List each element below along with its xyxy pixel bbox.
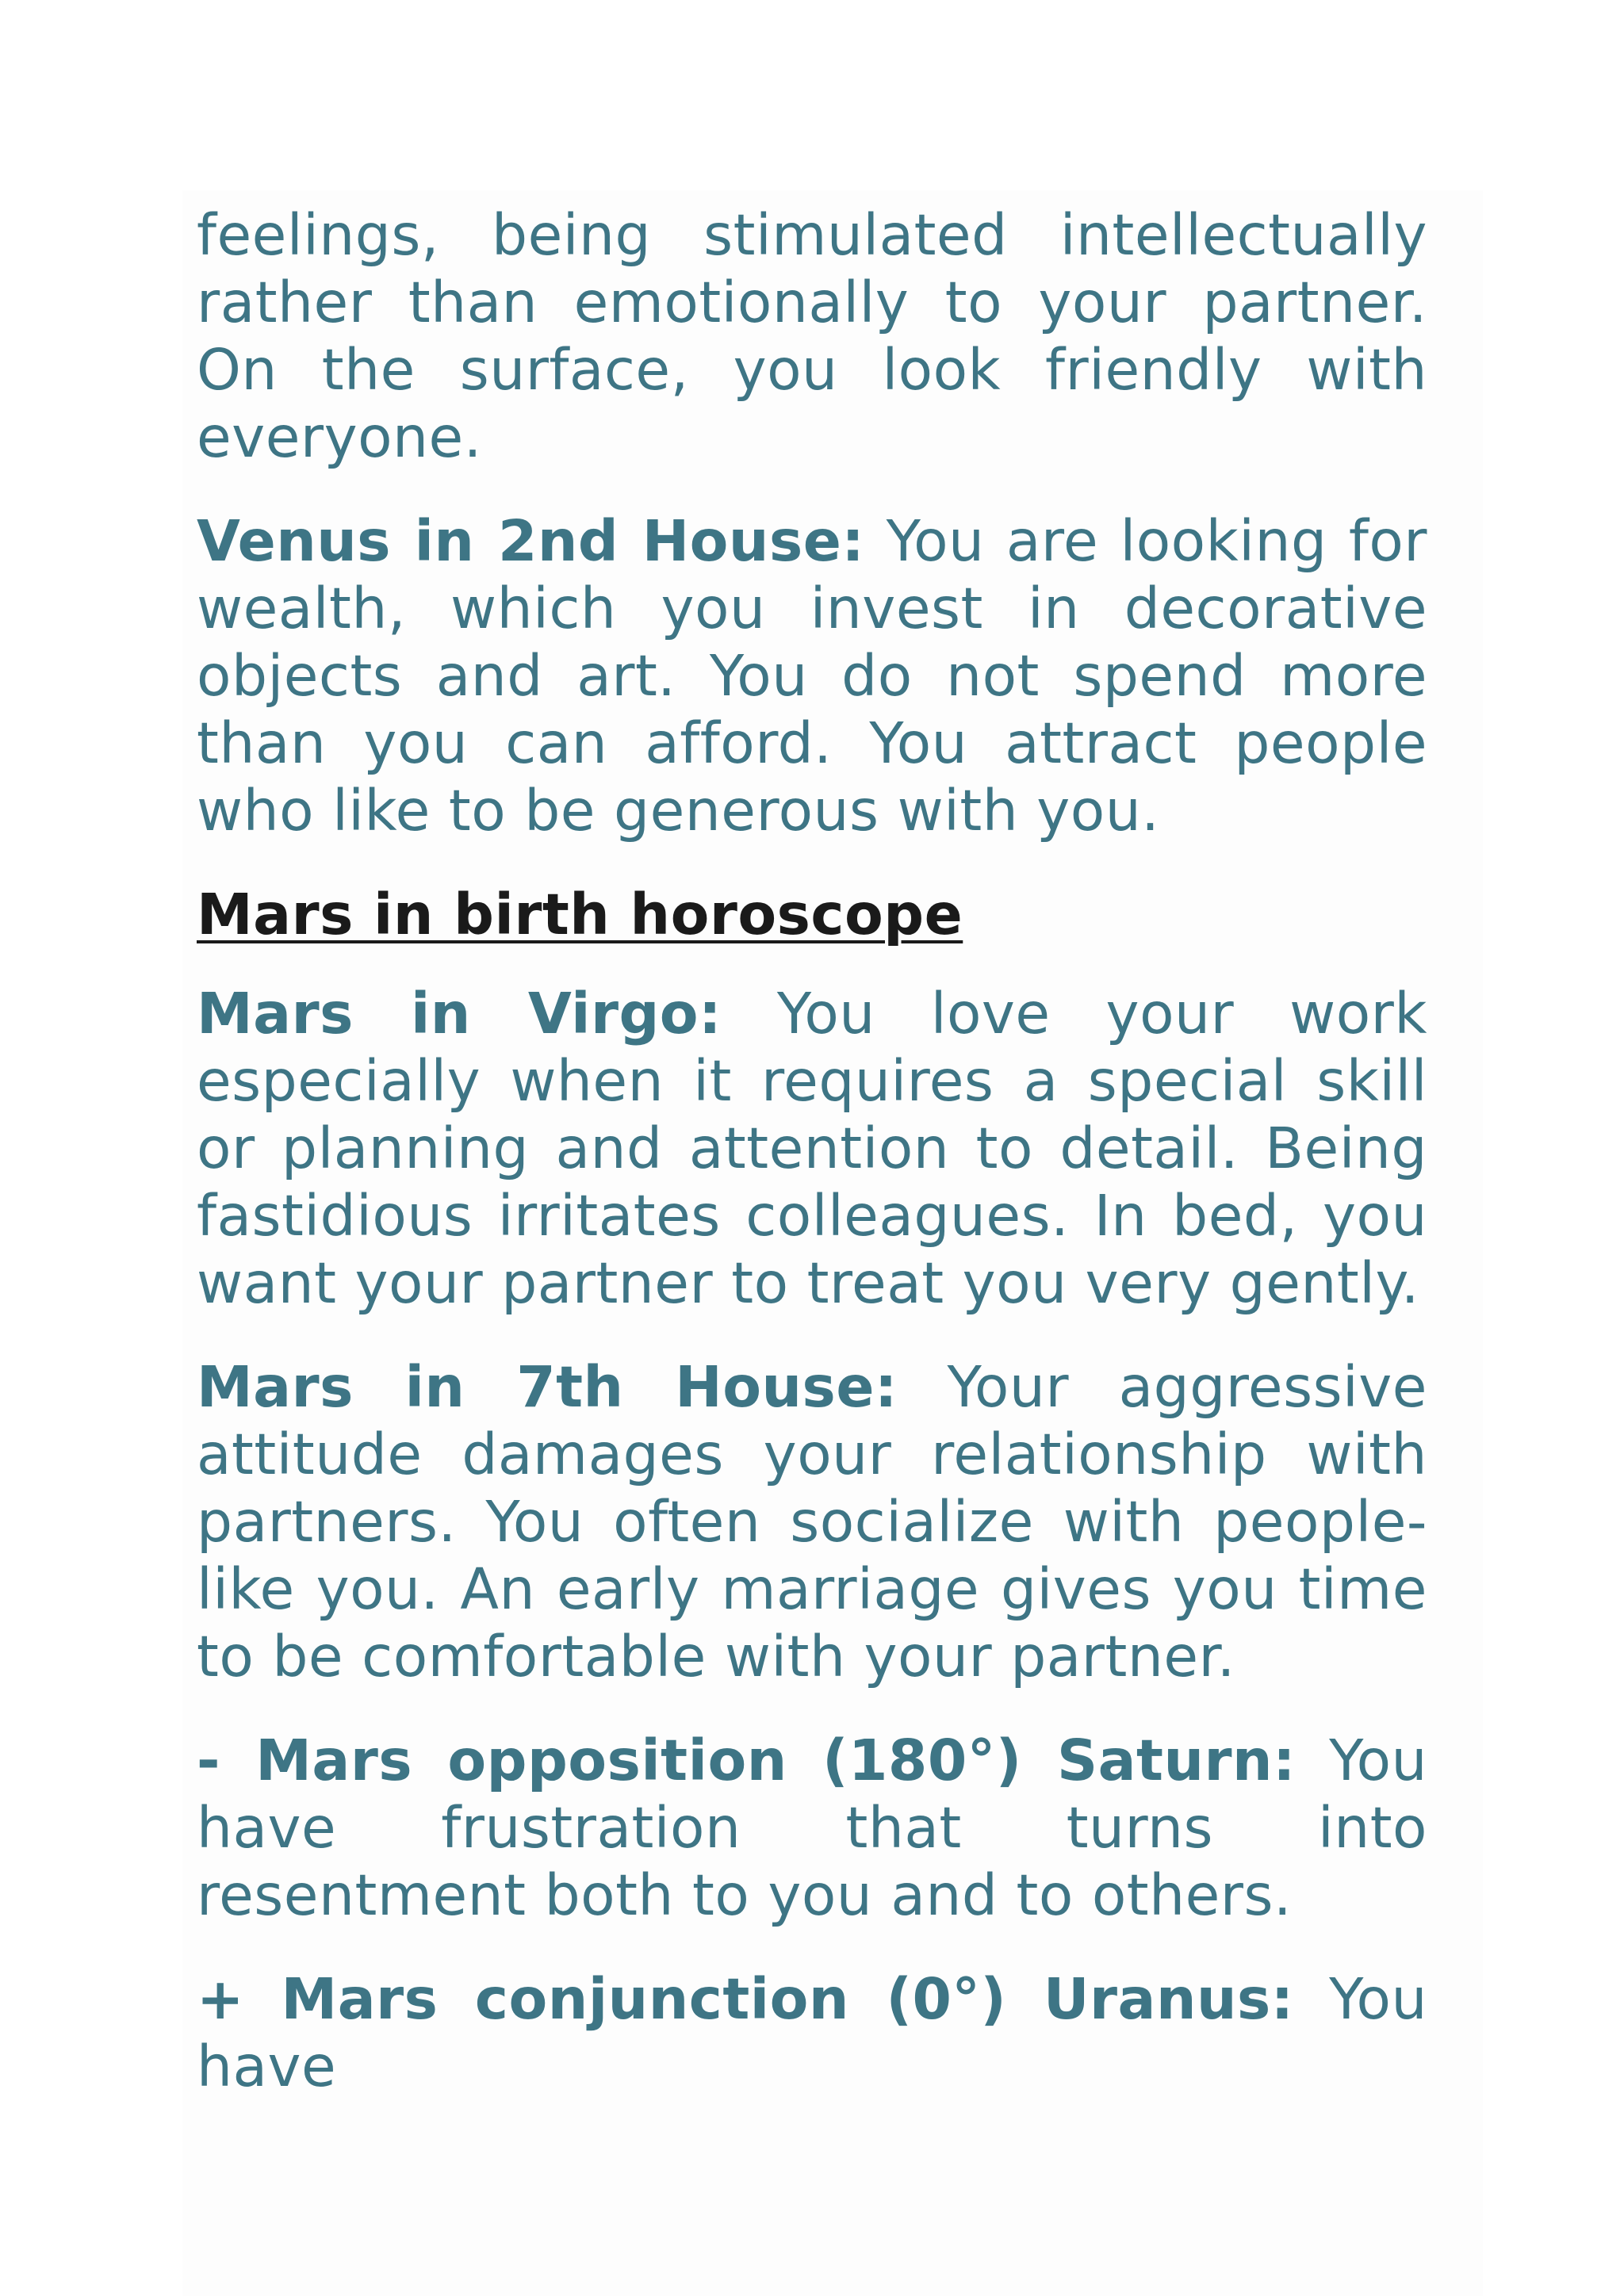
paragraph-text: You have frustration that turns into resentment both to you and to others. [197,1728,1428,1928]
paragraph-mars-conjunction-uranus [197,1965,1427,2100]
document-body [197,201,1427,2137]
paragraph-text: You have [197,1966,1427,2099]
paragraph-text: feelings, being stimulated intellectually rather than emotionally to your partner. On the surface, you look friendly with everyone. [197,202,1427,470]
paragraph-mars-7th-house [197,1353,1427,1690]
paragraph-text: You love your work especially when it requires a special skill or planning and attention to detail. Being fastidious irritates colleagues. In bed, you want your partner to treat you very gently. [197,981,1427,1316]
paragraph-label: - Mars opposition (180°) Saturn: [197,1728,1296,1793]
paragraph-text: Your aggressive attitude damages your relationship with partners. You often socialize with people-like you. An early marriage gives you time to be comfortable with your partner. [197,1354,1427,1689]
paragraph-label: Mars in 7th House: [197,1354,898,1420]
paragraph-text: You are looking for wealth, which you invest in decorative objects and art. You do not spend more than you can afford. You attract people who like to be generous with you. [197,508,1427,844]
paragraph-mars-in-virgo [197,980,1427,1317]
paragraph-venus-2nd-house [197,507,1427,844]
paragraph-label: + Mars conjunction (0°) Uranus: [197,1966,1294,2032]
section-heading-mars: Mars in birth horoscope [197,882,963,947]
paragraph-label: Mars in Virgo: [197,981,722,1047]
paragraph-mars-opposition-saturn [197,1727,1427,1929]
paragraph-venus-continuation [197,201,1427,471]
paragraph-label: Venus in 2nd House: [197,508,865,574]
